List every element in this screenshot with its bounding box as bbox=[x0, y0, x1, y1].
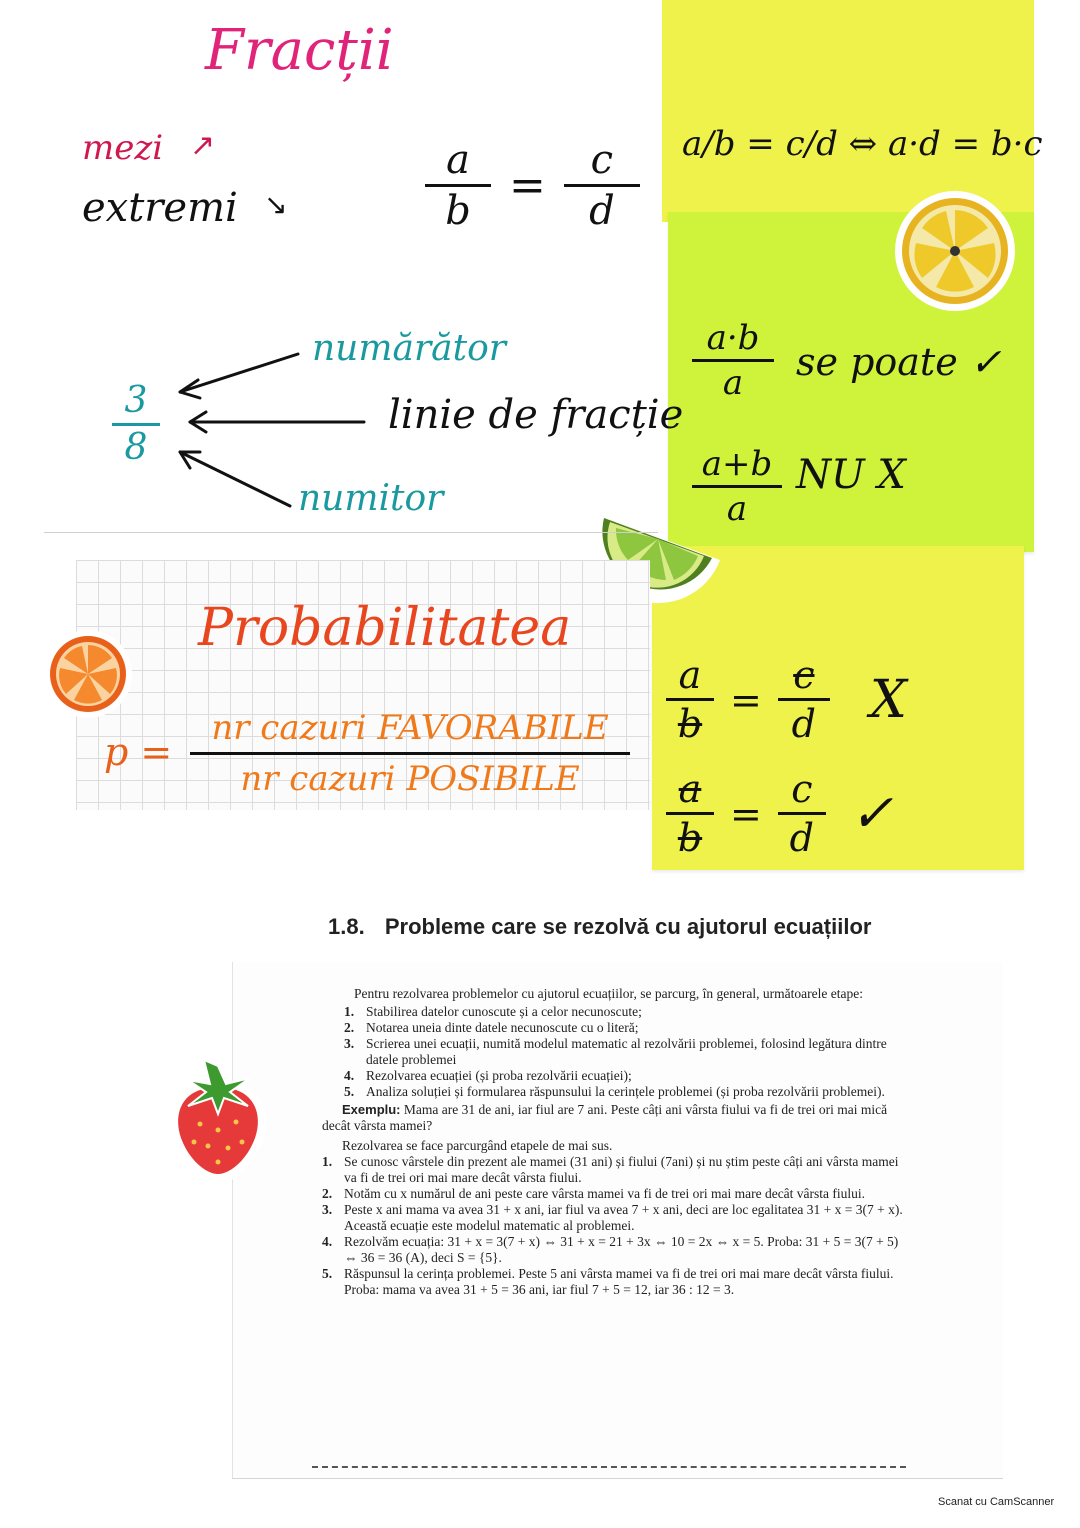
simplify-right-c: c bbox=[791, 767, 813, 811]
example-numerator: 3 bbox=[124, 380, 148, 421]
arrow-up-right-icon: ↗ bbox=[190, 128, 216, 163]
simplify-wrong: $\frac{a}{b}$ = $\frac{c}{d}$ X bbox=[666, 656, 907, 743]
simplify-wrong-mark: X bbox=[869, 669, 907, 730]
probability-fraction-bar bbox=[190, 752, 630, 755]
arrow-down-right-icon: ↘ bbox=[264, 188, 288, 221]
example-denominator: 8 bbox=[124, 427, 148, 468]
ex1-fraction bbox=[692, 318, 774, 403]
proportion-b: b bbox=[445, 188, 471, 234]
strawberry-sticker bbox=[158, 1050, 278, 1190]
cross-multiplication-rule: a/b = c/d ⇔ a·d = b·c bbox=[682, 124, 1043, 164]
proportion-d: d bbox=[589, 188, 615, 234]
list-item: 3. Scrierea unei ecuații, numită modelul matematic al rezolvării problemei, folosind legătura dintre datele problemei bbox=[344, 1036, 887, 1067]
lemon-slice-sticker bbox=[892, 188, 1018, 314]
possible-cases: nr cazuri POSIBILE bbox=[240, 759, 580, 799]
ex2-note: NU X bbox=[796, 452, 906, 498]
intro-paragraph: Pentru rezolvarea problemelor cu ajutorul ecuațiilor, se parcurg, în general, următoarele etape: bbox=[354, 986, 863, 1001]
simplify-right-mark: ✓ bbox=[849, 783, 894, 844]
list-item: 2. Notăm cu x numărul de ani peste care vârsta mamei va fi de trei ori mai mare decât vârsta fiului. bbox=[322, 1186, 866, 1201]
extremi-label: extremi bbox=[82, 185, 238, 231]
favorable-cases: nr cazuri FAVORABILE bbox=[211, 708, 609, 748]
proportion-equals: = bbox=[509, 160, 546, 211]
denominator-label: numitor bbox=[298, 478, 444, 519]
ex1-note: se poate ✓ bbox=[796, 340, 1002, 384]
solution-list bbox=[322, 1154, 912, 1298]
ex2-denominator: a bbox=[726, 489, 748, 529]
section-heading bbox=[328, 914, 871, 940]
list-item: 1. Se cunosc vârstele din prezent ale mamei (31 ani) și fiului (7ani) și nu știm peste câți ani vârsta mamei va fi de trei ori mai mare decât vârsta fiului. bbox=[322, 1154, 899, 1185]
section-number: 1.8. bbox=[328, 914, 365, 939]
proportion-a: a bbox=[446, 137, 470, 183]
fraction-line-label: linie de fracție bbox=[388, 392, 684, 438]
proportion-c: c bbox=[590, 137, 614, 183]
ex1-denominator: a bbox=[722, 363, 744, 403]
probability-symbol: p = bbox=[104, 730, 173, 774]
example-text: Mama are 31 de ani, iar fiul are 7 ani. Peste câți ani vârsta fiului va fi de trei ori mai mică decât vârsta mamei? bbox=[322, 1102, 888, 1133]
simplify-wrong-d: d bbox=[791, 702, 816, 746]
list-item: 4. Rezolvarea ecuației (și proba rezolvării ecuației); bbox=[344, 1068, 632, 1083]
list-item: 5. Analiza soluției și formularea răspunsului la cerințele problemei (și proba rezolvării problemei). bbox=[344, 1084, 885, 1099]
ex2-numerator: a+b bbox=[701, 444, 773, 484]
textbook-body bbox=[322, 986, 912, 1298]
list-item: 4. Rezolvăm ecuația: 31 + x = 3(7 + x) ⇔ 31 + x = 21 + 3x ⇔ 10 = 2x ⇔ x = 5. Proba: 31 + 5 = 3(7 + 5) ⇔ 36 = 36 (A), deci S = {5}. bbox=[322, 1234, 899, 1265]
list-item: 2. Notarea uneia dinte datele necunoscute cu o literă; bbox=[344, 1020, 639, 1035]
list-item: 1. Stabilirea datelor cunoscute și a celor necunoscute; bbox=[344, 1004, 642, 1019]
numerator-label: numărător bbox=[312, 328, 506, 369]
solution-intro: Rezolvarea se face parcurgând etapele de mai sus. bbox=[342, 1138, 613, 1153]
list-item: 5. Răspunsul la cerința problemei. Peste 5 ani vârsta mamei va fi de trei ori mai mare decât vârsta fiului. Proba: mama va avea 31 + 5 = 36 ani, iar fiul 7 + 5 = 12, iar 36 : 12 = 3. bbox=[322, 1266, 894, 1297]
example-paragraph bbox=[322, 1102, 912, 1134]
fractions-title: Fracții bbox=[205, 18, 394, 83]
simplify-right-b: b bbox=[677, 816, 703, 860]
orange-slice-sticker bbox=[42, 628, 134, 720]
simplify-wrong-c: c bbox=[793, 653, 815, 697]
steps-list bbox=[344, 1004, 912, 1100]
mezi-label: mezi bbox=[82, 128, 164, 168]
example-label: Exemplu: bbox=[342, 1102, 401, 1117]
section-title: Probleme care se rezolvă cu ajutorul ecuațiilor bbox=[384, 914, 872, 939]
proportion-right bbox=[564, 137, 640, 234]
simplify-wrong-a: a bbox=[678, 653, 702, 697]
scanner-watermark: Scanat cu CamScanner bbox=[938, 1496, 1055, 1508]
simplify-wrong-b: b bbox=[677, 702, 703, 746]
ex1-numerator: a·b bbox=[706, 318, 760, 358]
list-item: 3. Peste x ani mama va avea 31 + x ani, iar fiul va avea 7 + x ani, deci are loc egalitatea 31 + x = 3(7 + x). Această ecuație este modelul matematic al problemei. bbox=[322, 1202, 903, 1233]
probability-formula bbox=[190, 708, 630, 799]
simplify-right-a: a bbox=[678, 767, 702, 811]
probability-title: Probabilitatea bbox=[198, 598, 572, 658]
divider-line bbox=[44, 532, 658, 533]
simplify-right: $\frac{a}{b}$ = $\frac{c}{d}$ ✓ bbox=[666, 770, 893, 857]
dashed-separator bbox=[312, 1466, 906, 1468]
proportion bbox=[425, 137, 640, 234]
simplify-right-d: d bbox=[789, 816, 814, 860]
proportion-left bbox=[425, 137, 491, 234]
